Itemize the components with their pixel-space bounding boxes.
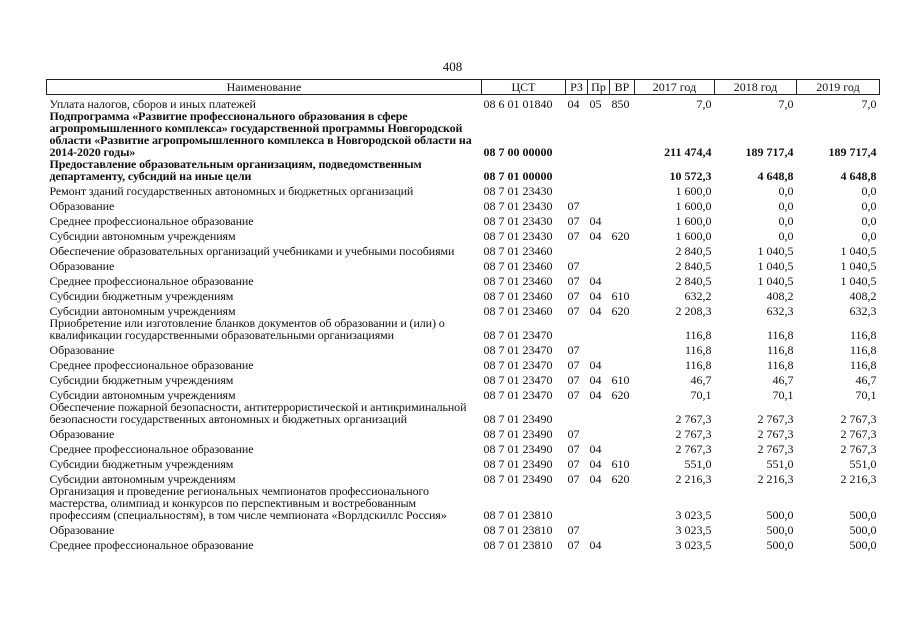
- table-row: [47, 440, 880, 455]
- row-value-2017: 2 767,3: [675, 427, 712, 441]
- row-csc: 08 7 01 23430: [483, 214, 553, 228]
- row-vr: [610, 272, 635, 287]
- table-row: [47, 425, 880, 440]
- row-csc: 08 7 01 23460: [483, 259, 553, 273]
- row-vr: [610, 110, 635, 158]
- row-value-2018: 500,0: [766, 508, 794, 522]
- row-name: Субсидии бюджетным учреждениям: [49, 289, 234, 303]
- row-rz: 07: [567, 358, 580, 372]
- row-value-2019: 0,0: [861, 199, 877, 213]
- row-csc: 08 7 01 23810: [483, 523, 553, 537]
- row-csc: 08 7 01 00000: [483, 169, 553, 183]
- row-value-2017: 46,7: [690, 373, 712, 387]
- row-pr: 04: [589, 442, 602, 456]
- row-rz: 07: [567, 388, 580, 402]
- row-pr: 04: [589, 289, 602, 303]
- row-value-2017: 551,0: [684, 457, 712, 471]
- row-value-2018: 2 767,3: [757, 427, 794, 441]
- header-name: Наименование: [47, 80, 482, 95]
- row-pr: 04: [589, 358, 602, 372]
- row-vr: [610, 425, 635, 440]
- row-value-2018: 1 040,5: [757, 274, 794, 288]
- row-name: Субсидии автономным учреждениям: [49, 388, 236, 402]
- row-csc: 08 7 01 23470: [483, 358, 553, 372]
- row-csc: 08 7 01 23490: [483, 427, 553, 441]
- row-value-2018: 0,0: [778, 199, 794, 213]
- table-row: [47, 302, 880, 317]
- row-name: Субсидии автономным учреждениям: [49, 472, 236, 486]
- row-rz: 07: [567, 427, 580, 441]
- row-pr: [588, 110, 610, 158]
- row-vr: 620: [611, 304, 630, 318]
- row-value-2019: 2 767,3: [840, 412, 877, 426]
- row-value-2018: 116,8: [766, 328, 794, 342]
- row-rz: 07: [567, 229, 580, 243]
- table-body: [47, 95, 880, 552]
- row-name: Образование: [49, 259, 115, 273]
- row-pr: 04: [589, 373, 602, 387]
- row-value-2017: 7,0: [696, 97, 712, 111]
- table-row: [47, 242, 880, 257]
- row-name: Обеспечение образовательных организаций учебниками и учебными пособиями: [49, 244, 455, 258]
- row-value-2018: 632,3: [766, 304, 794, 318]
- row-value-2019: 500,0: [849, 523, 877, 537]
- row-pr: 04: [589, 274, 602, 288]
- row-csc: 08 7 01 23460: [483, 244, 553, 258]
- row-rz: 07: [567, 304, 580, 318]
- row-value-2017: 116,8: [684, 343, 712, 357]
- row-value-2018: 189 717,4: [745, 145, 794, 159]
- row-vr: [610, 197, 635, 212]
- row-rz: 07: [567, 199, 580, 213]
- table-row: [47, 317, 880, 341]
- row-pr: 04: [589, 538, 602, 552]
- table-row: [47, 212, 880, 227]
- row-value-2017: 211 474,4: [664, 145, 712, 159]
- row-value-2018: 500,0: [766, 523, 794, 537]
- row-value-2019: 7,0: [861, 97, 877, 111]
- row-value-2019: 632,3: [849, 304, 877, 318]
- row-rz: 07: [567, 289, 580, 303]
- row-value-2018: 408,2: [766, 289, 794, 303]
- row-csc: 08 7 00 00000: [483, 145, 553, 159]
- row-csc: 08 7 01 23490: [483, 442, 553, 456]
- header-csc: ЦСТ: [482, 80, 566, 95]
- row-pr: [588, 197, 610, 212]
- row-rz: 07: [567, 214, 580, 228]
- row-value-2017: 2 767,3: [675, 442, 712, 456]
- row-pr: [588, 242, 610, 257]
- table-row: [47, 401, 880, 425]
- header-rz: РЗ: [566, 80, 588, 95]
- table-row: [47, 197, 880, 212]
- row-vr: [610, 212, 635, 227]
- row-name: Образование: [49, 523, 115, 537]
- row-csc: 08 7 01 23810: [483, 508, 553, 522]
- row-rz: 07: [567, 442, 580, 456]
- row-value-2018: 46,7: [772, 373, 794, 387]
- page-number: 408: [442, 59, 463, 74]
- row-name: Приобретение или изготовление бланков документов об образовании и (или) о квалификации государственными образовательными организациями: [49, 316, 445, 342]
- table-row: [47, 182, 880, 197]
- row-name: Субсидии бюджетным учреждениям: [49, 457, 234, 471]
- row-rz: [566, 158, 588, 182]
- row-value-2017: 70,1: [690, 388, 712, 402]
- row-value-2017: 116,8: [684, 328, 712, 342]
- row-vr: [610, 401, 635, 425]
- row-value-2017: 1 600,0: [675, 229, 712, 243]
- row-rz: 07: [567, 523, 580, 537]
- row-csc: 08 7 01 23490: [483, 457, 553, 471]
- table-row: [47, 227, 880, 242]
- row-vr: [610, 158, 635, 182]
- header-pr: Пр: [588, 80, 610, 95]
- row-rz: 07: [567, 457, 580, 471]
- row-name: Образование: [49, 199, 115, 213]
- table-row: [47, 485, 880, 521]
- table-row: [47, 257, 880, 272]
- row-name: Предоставление образовательным организациям, подведомственным департаменту, субсидий на иные цели: [49, 157, 422, 183]
- row-pr: 04: [589, 304, 602, 318]
- row-name: Организация и проведение региональных чемпионатов профессионального мастерства, олимпиад и конкурсов по перспективным и востребованным профессиям (специальностям), в том числе чемпионата «Ворлдскиллс Россия»: [49, 484, 447, 522]
- row-value-2019: 2 216,3: [840, 472, 877, 486]
- row-value-2018: 4 648,8: [757, 169, 794, 183]
- table-row: [47, 287, 880, 302]
- row-vr: [610, 257, 635, 272]
- budget-table: [46, 79, 880, 551]
- row-rz: [566, 401, 588, 425]
- row-csc: 08 7 01 23460: [483, 304, 553, 318]
- row-rz: 07: [567, 373, 580, 387]
- row-value-2019: 0,0: [861, 184, 877, 198]
- row-name: Субсидии автономным учреждениям: [49, 229, 236, 243]
- row-value-2019: 116,8: [849, 328, 877, 342]
- row-value-2017: 3 023,5: [675, 523, 712, 537]
- row-value-2017: 1 600,0: [675, 184, 712, 198]
- row-csc: 08 7 01 23460: [483, 274, 553, 288]
- row-pr: [588, 158, 610, 182]
- row-value-2019: 189 717,4: [828, 145, 877, 159]
- row-csc: 08 7 01 23460: [483, 289, 553, 303]
- row-value-2019: 4 648,8: [840, 169, 877, 183]
- row-csc: 08 7 01 23490: [483, 472, 553, 486]
- row-rz: [566, 110, 588, 158]
- row-value-2018: 551,0: [766, 457, 794, 471]
- table-row: [47, 536, 880, 551]
- row-rz: 07: [567, 538, 580, 552]
- row-pr: [588, 317, 610, 341]
- row-rz: [566, 242, 588, 257]
- row-name: Среднее профессиональное образование: [49, 442, 254, 456]
- row-csc: 08 7 01 23490: [483, 412, 553, 426]
- row-rz: [566, 317, 588, 341]
- row-value-2017: 2 208,3: [675, 304, 712, 318]
- row-value-2017: 3 023,5: [675, 538, 712, 552]
- row-vr: 610: [611, 373, 630, 387]
- row-vr: [610, 485, 635, 521]
- row-value-2019: 551,0: [849, 457, 877, 471]
- row-csc: 08 7 01 23810: [483, 538, 553, 552]
- row-value-2017: 2 840,5: [675, 274, 712, 288]
- row-name: Субсидии автономным учреждениям: [49, 304, 236, 318]
- row-csc: 08 7 01 23470: [483, 388, 553, 402]
- row-pr: 04: [589, 457, 602, 471]
- table-row: [47, 371, 880, 386]
- row-name: Образование: [49, 343, 115, 357]
- table-row: [47, 158, 880, 182]
- row-value-2019: 1 040,5: [840, 274, 877, 288]
- row-csc: 08 6 01 01840: [483, 97, 553, 111]
- row-vr: 850: [611, 97, 630, 111]
- table-row: [47, 272, 880, 287]
- row-value-2019: 1 040,5: [840, 259, 877, 273]
- row-pr: [588, 485, 610, 521]
- row-value-2018: 70,1: [772, 388, 794, 402]
- row-name: Обеспечение пожарной безопасности, антитеррористической и антикриминальной безопасности государственных автономных и бюджетных организаций: [49, 400, 467, 426]
- row-value-2017: 3 023,5: [675, 508, 712, 522]
- row-value-2019: 500,0: [849, 538, 877, 552]
- row-name: Среднее профессиональное образование: [49, 358, 254, 372]
- row-value-2019: 0,0: [861, 214, 877, 228]
- row-value-2018: 7,0: [778, 97, 794, 111]
- row-pr: 04: [589, 214, 602, 228]
- row-value-2019: 0,0: [861, 229, 877, 243]
- row-vr: 620: [611, 472, 630, 486]
- header-2019: 2019 год: [797, 80, 880, 95]
- table-row: [47, 95, 880, 111]
- row-rz: 07: [567, 343, 580, 357]
- row-rz: 07: [567, 259, 580, 273]
- row-value-2017: 116,8: [684, 358, 712, 372]
- row-value-2017: 1 600,0: [675, 199, 712, 213]
- table-row: [47, 521, 880, 536]
- row-name: Среднее профессиональное образование: [49, 538, 254, 552]
- row-vr: [610, 317, 635, 341]
- row-name: Среднее профессиональное образование: [49, 214, 254, 228]
- table-header: [47, 80, 880, 95]
- row-pr: [588, 401, 610, 425]
- row-value-2018: 0,0: [778, 184, 794, 198]
- row-vr: [610, 341, 635, 356]
- table-row: [47, 470, 880, 485]
- row-value-2019: 116,8: [849, 343, 877, 357]
- row-vr: [610, 242, 635, 257]
- row-vr: [610, 521, 635, 536]
- row-value-2017: 2 840,5: [675, 259, 712, 273]
- row-vr: 610: [611, 457, 630, 471]
- row-pr: [588, 182, 610, 197]
- table-row: [47, 386, 880, 401]
- row-value-2019: 70,1: [855, 388, 877, 402]
- row-vr: [610, 440, 635, 455]
- row-csc: 08 7 01 23470: [483, 343, 553, 357]
- row-csc: 08 7 01 23470: [483, 373, 553, 387]
- row-vr: [610, 182, 635, 197]
- row-csc: 08 7 01 23430: [483, 199, 553, 213]
- row-value-2019: 1 040,5: [840, 244, 877, 258]
- row-value-2019: 408,2: [849, 289, 877, 303]
- row-rz: [566, 182, 588, 197]
- row-value-2018: 0,0: [778, 214, 794, 228]
- row-pr: 04: [589, 229, 602, 243]
- row-pr: [588, 425, 610, 440]
- row-value-2019: 2 767,3: [840, 427, 877, 441]
- row-value-2018: 2 216,3: [757, 472, 794, 486]
- row-name: Уплата налогов, сборов и иных платежей: [49, 97, 256, 111]
- row-vr: 610: [611, 289, 630, 303]
- row-name: Подпрограмма «Развитие профессионального образования в сфере агропромышленного комплекса» государственной программы Новгородской области «Развитие агропромышленного комплекса в Новгородской области на 2014-2020 годы»: [49, 109, 472, 159]
- row-name: Субсидии бюджетным учреждениям: [49, 373, 234, 387]
- row-value-2019: 2 767,3: [840, 442, 877, 456]
- row-pr: [588, 257, 610, 272]
- row-name: Образование: [49, 427, 115, 441]
- row-vr: 620: [611, 388, 630, 402]
- row-value-2018: 2 767,3: [757, 412, 794, 426]
- row-rz: 04: [567, 97, 580, 111]
- row-value-2018: 500,0: [766, 538, 794, 552]
- row-value-2018: 116,8: [766, 343, 794, 357]
- row-pr: 04: [589, 388, 602, 402]
- header-vr: ВР: [610, 80, 635, 95]
- row-pr: [588, 521, 610, 536]
- row-name: Ремонт зданий государственных автономных и бюджетных организаций: [49, 184, 414, 198]
- row-value-2017: 2 840,5: [675, 244, 712, 258]
- row-pr: 05: [589, 97, 602, 111]
- row-csc: 08 7 01 23430: [483, 229, 553, 243]
- row-value-2017: 1 600,0: [675, 214, 712, 228]
- row-pr: 04: [589, 472, 602, 486]
- table-row: [47, 341, 880, 356]
- row-value-2017: 2 767,3: [675, 412, 712, 426]
- row-value-2018: 1 040,5: [757, 259, 794, 273]
- row-value-2019: 500,0: [849, 508, 877, 522]
- table-row: [47, 110, 880, 158]
- row-value-2018: 116,8: [766, 358, 794, 372]
- row-rz: 07: [567, 274, 580, 288]
- table-row: [47, 455, 880, 470]
- row-rz: 07: [567, 472, 580, 486]
- row-name: Среднее профессиональное образование: [49, 274, 254, 288]
- header-2018: 2018 год: [715, 80, 797, 95]
- row-vr: [610, 356, 635, 371]
- row-value-2018: 0,0: [778, 229, 794, 243]
- row-pr: [588, 341, 610, 356]
- row-vr: 620: [611, 229, 630, 243]
- row-rz: [566, 485, 588, 521]
- row-csc: 08 7 01 23470: [483, 328, 553, 342]
- row-vr: [610, 536, 635, 551]
- row-value-2019: 46,7: [855, 373, 877, 387]
- row-value-2019: 116,8: [849, 358, 877, 372]
- row-value-2018: 2 767,3: [757, 442, 794, 456]
- row-csc: 08 7 01 23430: [483, 184, 553, 198]
- row-value-2017: 632,2: [684, 289, 712, 303]
- row-value-2018: 1 040,5: [757, 244, 794, 258]
- header-2017: 2017 год: [635, 80, 715, 95]
- row-value-2017: 10 572,3: [669, 169, 712, 183]
- table-row: [47, 356, 880, 371]
- row-value-2017: 2 216,3: [675, 472, 712, 486]
